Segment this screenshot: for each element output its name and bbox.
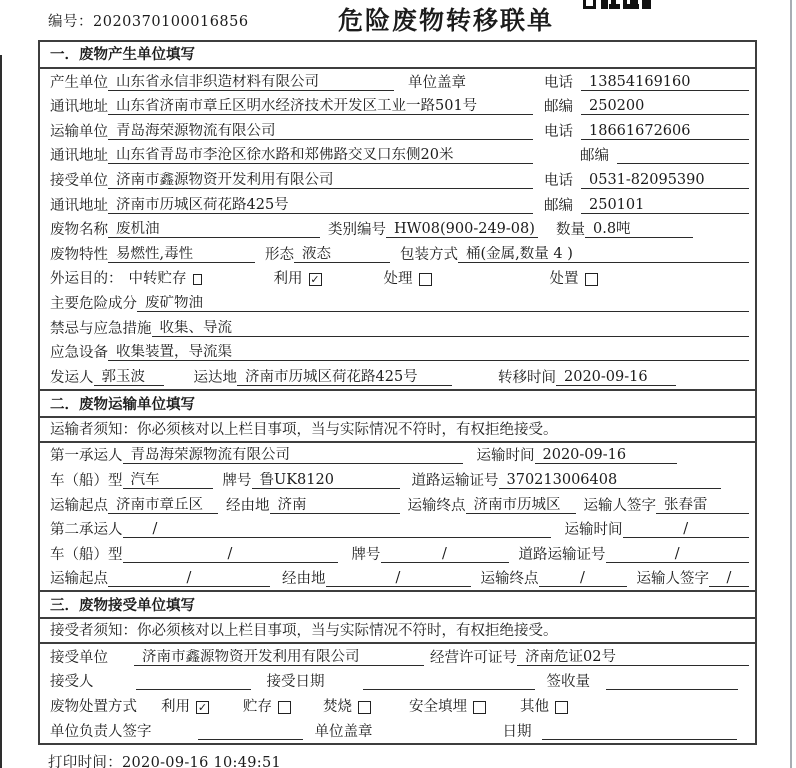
accepting-unit-field: 济南市鑫源物资开发利用有限公司 (134, 649, 424, 666)
sign-date-field (542, 723, 737, 740)
transporter-address-label: 通讯地址 (50, 148, 108, 165)
waste-category-label: 类别编号 (328, 222, 386, 239)
disposal-reuse-checkbox: ✓ (197, 701, 208, 715)
permit-number-field: 济南危证02号 (517, 649, 749, 666)
carrier2-time-field: / (623, 521, 750, 538)
producer-phone-label: 电话 (544, 74, 573, 91)
carrier2-row (40, 517, 755, 542)
receiver-zip-field: 250101 (581, 197, 749, 214)
transporter-address-row (40, 143, 755, 168)
waste-qty-label: 数量 (556, 222, 585, 239)
producer-phone-field: 13854169160 (581, 74, 749, 91)
emergency-measures-row (40, 315, 755, 340)
carrier1-via-label: 经由地 (226, 497, 270, 514)
waste-traits-field: 易燃性,毒性 (108, 246, 255, 263)
carrier2-route-row (40, 566, 755, 591)
producer-row (40, 69, 755, 94)
transporter-phone-label: 电话 (544, 123, 573, 140)
carrier2-via-label: 经由地 (282, 571, 326, 588)
emergency-measures-label: 禁忌与应急措施 (50, 320, 152, 337)
sign-date-label: 日期 (502, 723, 532, 740)
acceptor-field (136, 673, 251, 690)
disposal-method-label: 废物处置方式 (50, 699, 137, 716)
carrier1-end-label: 运输终点 (407, 497, 466, 514)
carrier1-vehicle-label: 车（船）型 (50, 472, 123, 489)
accepting-unit-label: 接受单位 (50, 649, 108, 666)
producer-address-label: 通讯地址 (50, 99, 108, 116)
producer-address-field: 山东省济南市章丘区明水经济技术开发区工业一路501号 (108, 98, 533, 115)
carrier1-plate-label: 牌号 (222, 472, 252, 489)
carrier2-vehicle-label: 车（船）型 (50, 546, 123, 563)
carrier1-origin-field: 济南市章丘区 (108, 497, 218, 514)
transporter-address-field: 山东省青岛市李沧区徐水路和郑佛路交叉口东侧20米 (108, 147, 533, 164)
carrier2-license-field: / (606, 546, 750, 563)
transporter-name-field: 青岛海荣源物流有限公司 (108, 123, 533, 140)
purpose-reuse-checkbox: ✓ (310, 273, 320, 287)
section1-heading: 一．废物产生单位填写 (40, 42, 755, 69)
waste-form-label: 形态 (265, 246, 294, 263)
disposal-incinerate-checkbox (358, 701, 371, 714)
carrier2-sign-label: 运输人签字 (636, 571, 709, 588)
packaging-label: 包装方式 (400, 246, 458, 263)
consignor-field: 郭玉波 (94, 369, 164, 386)
receiver-label: 接受单位 (50, 172, 108, 189)
print-time-label: 打印时间： (48, 755, 122, 768)
carrier1-sign-field: 张春雷 (656, 497, 749, 514)
packaging-field: 桶(金属,数量 4 ) (458, 246, 749, 263)
signed-qty-label: 签收量 (546, 674, 590, 691)
doc-number-label: 编号： (48, 14, 93, 30)
purpose-treat-checkbox (419, 273, 432, 286)
carrier1-end-field: 济南市历城区 (466, 497, 576, 514)
carrier2-vehicle-field: / (123, 546, 338, 563)
carrier1-vehicle-row (40, 467, 755, 492)
accepting-unit-row (40, 644, 755, 669)
transporter-phone-field: 18661672606 (581, 123, 749, 140)
carrier1-sign-label: 运输人签字 (583, 497, 656, 514)
transfer-time-label: 转移时间 (498, 369, 556, 386)
carrier1-name-field: 青岛海荣源物流有限公司 (123, 447, 463, 464)
section3-heading: 三．废物接受单位填写 (40, 590, 755, 619)
transporter-notice: 运输者须知：你必须核对以上栏目事项，当与实际情况不符时，有权拒绝接受。 (40, 418, 755, 443)
doc-number-value: 2020370100016856 (93, 14, 249, 30)
purpose-storage-checkbox (193, 274, 202, 285)
permit-number-label: 经营许可证号 (430, 649, 517, 666)
receiver-notice: 接受者须知：你必须核对以上栏目事项，当与实际情况不符时，有权拒绝接受。 (40, 619, 755, 644)
producer-name-field: 山东省永信非织造材料有限公司 (108, 74, 394, 91)
carrier2-time-label: 运输时间 (564, 522, 623, 539)
disposal-other-checkbox (555, 701, 568, 714)
destination-field: 济南市历城区荷花路425号 (237, 369, 452, 386)
disposal-option-other-label: 其他 (520, 699, 549, 716)
producer-address-row (40, 94, 755, 119)
disposal-option-storage-label: 贮存 (243, 699, 272, 716)
receiver-zip-label: 邮编 (544, 197, 573, 214)
waste-traits-row (40, 241, 755, 266)
carrier1-license-label: 道路运输证号 (411, 472, 499, 489)
carrier1-label: 第一承运人 (50, 448, 123, 465)
purpose-option-dispose-label: 处置 (549, 271, 579, 288)
receiver-address-field: 济南市历城区荷花路425号 (108, 197, 533, 214)
carrier2-end-field: / (539, 570, 627, 587)
emergency-measures-field: 收集、导流 (152, 320, 750, 337)
dispatch-row (40, 364, 755, 389)
responsible-sign-field (198, 723, 303, 740)
accept-date-field (363, 673, 535, 690)
waste-traits-label: 废物特性 (50, 246, 108, 263)
consignor-label: 发运人 (50, 369, 94, 386)
emergency-equipment-row (40, 340, 755, 365)
carrier2-license-label: 道路运输证号 (518, 546, 606, 563)
purpose-option-reuse-label: 利用 (273, 271, 303, 288)
waste-name-label: 废物名称 (50, 222, 108, 239)
carrier1-via-field: 济南 (270, 497, 400, 514)
disposal-landfill-checkbox (473, 701, 486, 714)
hazard-components-label: 主要危险成分 (50, 295, 137, 312)
scan-edge-artifact-left (0, 55, 2, 768)
print-time (48, 751, 281, 768)
transporter-label: 运输单位 (50, 123, 108, 140)
carrier2-plate-field: / (381, 546, 509, 563)
transporter-row (40, 118, 755, 143)
emergency-equipment-label: 应急设备 (50, 345, 108, 362)
disposal-option-reuse-label: 利用 (161, 699, 190, 716)
unit-seal-label: 单位盖章 (408, 74, 466, 91)
disposal-method-row (40, 693, 755, 718)
disposal-storage-checkbox (278, 701, 291, 714)
carrier2-vehicle-row (40, 541, 755, 566)
purpose-option-treat-label: 处理 (383, 271, 413, 288)
unit-seal-label-bottom: 单位盖章 (314, 723, 373, 740)
form-title: 危险废物转移联单 (337, 6, 554, 35)
carrier1-license-field: 370213006408 (499, 472, 721, 489)
acceptor-label: 接受人 (50, 674, 94, 691)
receiver-address-row (40, 192, 755, 217)
responsible-sign-row (40, 718, 755, 743)
qr-code-fragment (583, 0, 651, 10)
carrier2-plate-label: 牌号 (351, 546, 381, 563)
scan-edge-artifact-right (790, 0, 792, 768)
waste-name-field: 废机油 (108, 221, 320, 238)
carrier2-end-label: 运输终点 (480, 571, 539, 588)
section2-heading: 二．废物运输单位填写 (40, 389, 755, 418)
disposal-option-incinerate-label: 焚烧 (323, 699, 352, 716)
producer-label: 产生单位 (50, 74, 108, 91)
responsible-sign-label: 单位负责人签字 (50, 723, 152, 740)
print-time-value: 2020-09-16 10:49:51 (122, 755, 282, 768)
transfer-purpose-row (40, 266, 755, 291)
producer-zip-field: 250200 (581, 98, 749, 115)
producer-zip-label: 邮编 (544, 99, 573, 116)
carrier1-time-label: 运输时间 (476, 448, 535, 465)
receiver-address-label: 通讯地址 (50, 197, 108, 214)
acceptor-row (40, 669, 755, 694)
purpose-dispose-checkbox (585, 273, 598, 286)
hazard-components-row (40, 290, 755, 315)
accept-date-label: 接受日期 (266, 674, 325, 691)
receiver-phone-field: 0531-82095390 (581, 172, 749, 189)
hazard-components-field: 废矿物油 (137, 295, 749, 312)
waste-name-row (40, 217, 755, 242)
carrier1-route-row (40, 492, 755, 517)
transfer-purpose-label: 外运目的： (50, 271, 123, 288)
carrier2-origin-field: / (108, 570, 270, 587)
waste-category-field: HW08(900-249-08) (386, 221, 538, 238)
transporter-zip-field (617, 147, 749, 164)
disposal-option-landfill-label: 安全填埋 (409, 699, 467, 716)
carrier1-plate-field: 鲁UK8120 (252, 472, 400, 489)
destination-label: 运达地 (193, 369, 237, 386)
hazardous-waste-transfer-form (38, 40, 757, 745)
waste-form-field: 液态 (294, 246, 390, 263)
carrier2-sign-field: / (709, 570, 749, 587)
receiver-phone-label: 电话 (544, 172, 573, 189)
carrier1-vehicle-field: 汽车 (123, 472, 213, 489)
carrier1-origin-label: 运输起点 (50, 497, 108, 514)
carrier1-time-field: 2020-09-16 (535, 447, 677, 464)
purpose-option-storage-label: 中转贮存 (128, 271, 187, 288)
carrier1-row (40, 443, 755, 468)
transporter-zip-label: 邮编 (580, 148, 609, 165)
receiver-name-field: 济南市鑫源物资开发利用有限公司 (108, 172, 533, 189)
carrier2-name-field: / (123, 521, 551, 538)
carrier2-via-field: / (326, 570, 471, 587)
emergency-equipment-field: 收集装置，导流渠 (108, 344, 749, 361)
transfer-time-field: 2020-09-16 (556, 369, 676, 386)
signed-qty-field (606, 673, 738, 690)
receiver-row (40, 167, 755, 192)
carrier2-origin-label: 运输起点 (50, 571, 108, 588)
carrier2-label: 第二承运人 (50, 522, 123, 539)
waste-qty-field: 0.8吨 (585, 221, 693, 238)
